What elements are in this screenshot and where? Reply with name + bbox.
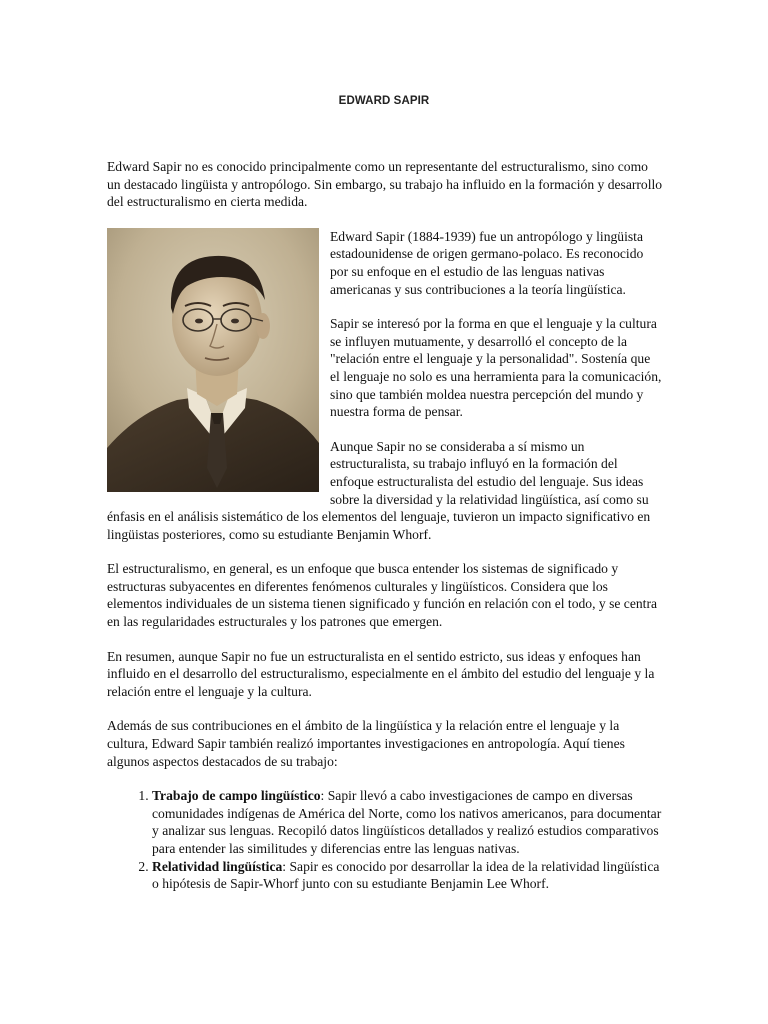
list-item [152,787,663,857]
interest-paragraph: Sapir se interesó por la forma en que el lenguaje y la cultura se influyen mutuamente, y desarrolló el concepto de la "relación entre el lenguaje y la personalidad". Sostenía que el lenguaje no solo es una herramienta para la comunicación, sino que también moldea nuestra percepción del mundo y nuestra forma de pensar. [330,316,662,420]
bio-paragraph: Edward Sapir (1884-1939) fue un antropólogo y lingüista estadounidense de origen germano-polaco. Es reconocido por su enfoque en el estudio de las lenguas nativas americanas y sus contribuciones a la teoría lingüística. [330,228,644,297]
influence-paragraph: Aunque Sapir no se consideraba a sí mismo un estructuralista, su trabajo influyó en la formación del enfoque estructuralista del estudio del lenguaje. Sus ideas sobre la diversidad y la relatividad lingüística, así como su énfasis en el análisis sistemático de los elementos del lenguaje, tuvieron un impacto significativo en lingüistas posteriores, como su estudiante Benjamin Whorf. [107,438,651,542]
summary-paragraph: En resumen, aunque Sapir no fue un estructuralista en el sentido estricto, sus ideas y enfoques han influido en el desarrollo del estructuralismo, especialmente en el ámbito del estudio del lenguaje y la relación entre el lenguaje y la cultura. [107,648,655,699]
document-title: EDWARD SAPIR [338,95,430,107]
intro-paragraph: Edward Sapir no es conocido principalmente como un representante del estructuralismo, sino como un destacado lingüista y antropólogo. Sin embargo, su trabajo ha influido en la formación y desarrollo del estructuralismo en cierta medida. [107,159,663,210]
anthropology-paragraph: Además de sus contribuciones en el ámbito de la lingüística y la relación entre el lenguaje y la cultura, Edward Sapir también realizó importantes investigaciones en antropología. Aquí tienes algunos aspectos destacados de su trabajo: [107,718,625,769]
list-item [152,858,663,893]
list-item-text: : Sapir es conocido por desarrollar la idea de la relatividad lingüística o hipótesis de Sapir-Whorf junto con su estudiante Benjamin Lee Whorf. [152,858,660,892]
list-item-term: Trabajo de campo lingüístico [152,788,321,804]
list-item-text: : Sapir llevó a cabo investigaciones de campo en diversas comunidades indígenas de América del Norte, como los nativos americanos, para documentar y analizar sus lenguas. Recopiló datos lingüísticos detallados y realizó estudios comparativos para entender las similitudes y diferencias entre las lenguas nativas. [152,788,662,856]
portrait-photo [107,228,319,492]
contributions-list [107,787,663,893]
structuralism-paragraph: El estructuralismo, en general, es un enfoque que busca entender los sistemas de significado y estructuras subyacentes en diferentes fenómenos culturales y lingüísticos. Considera que los elementos individuales de un sistema tienen significado y función en relación con el todo, y se centra en las regularidades estructurales y los patrones que emergen. [107,561,658,630]
document-body [107,158,663,893]
list-item-term: Relatividad lingüística [152,858,283,874]
